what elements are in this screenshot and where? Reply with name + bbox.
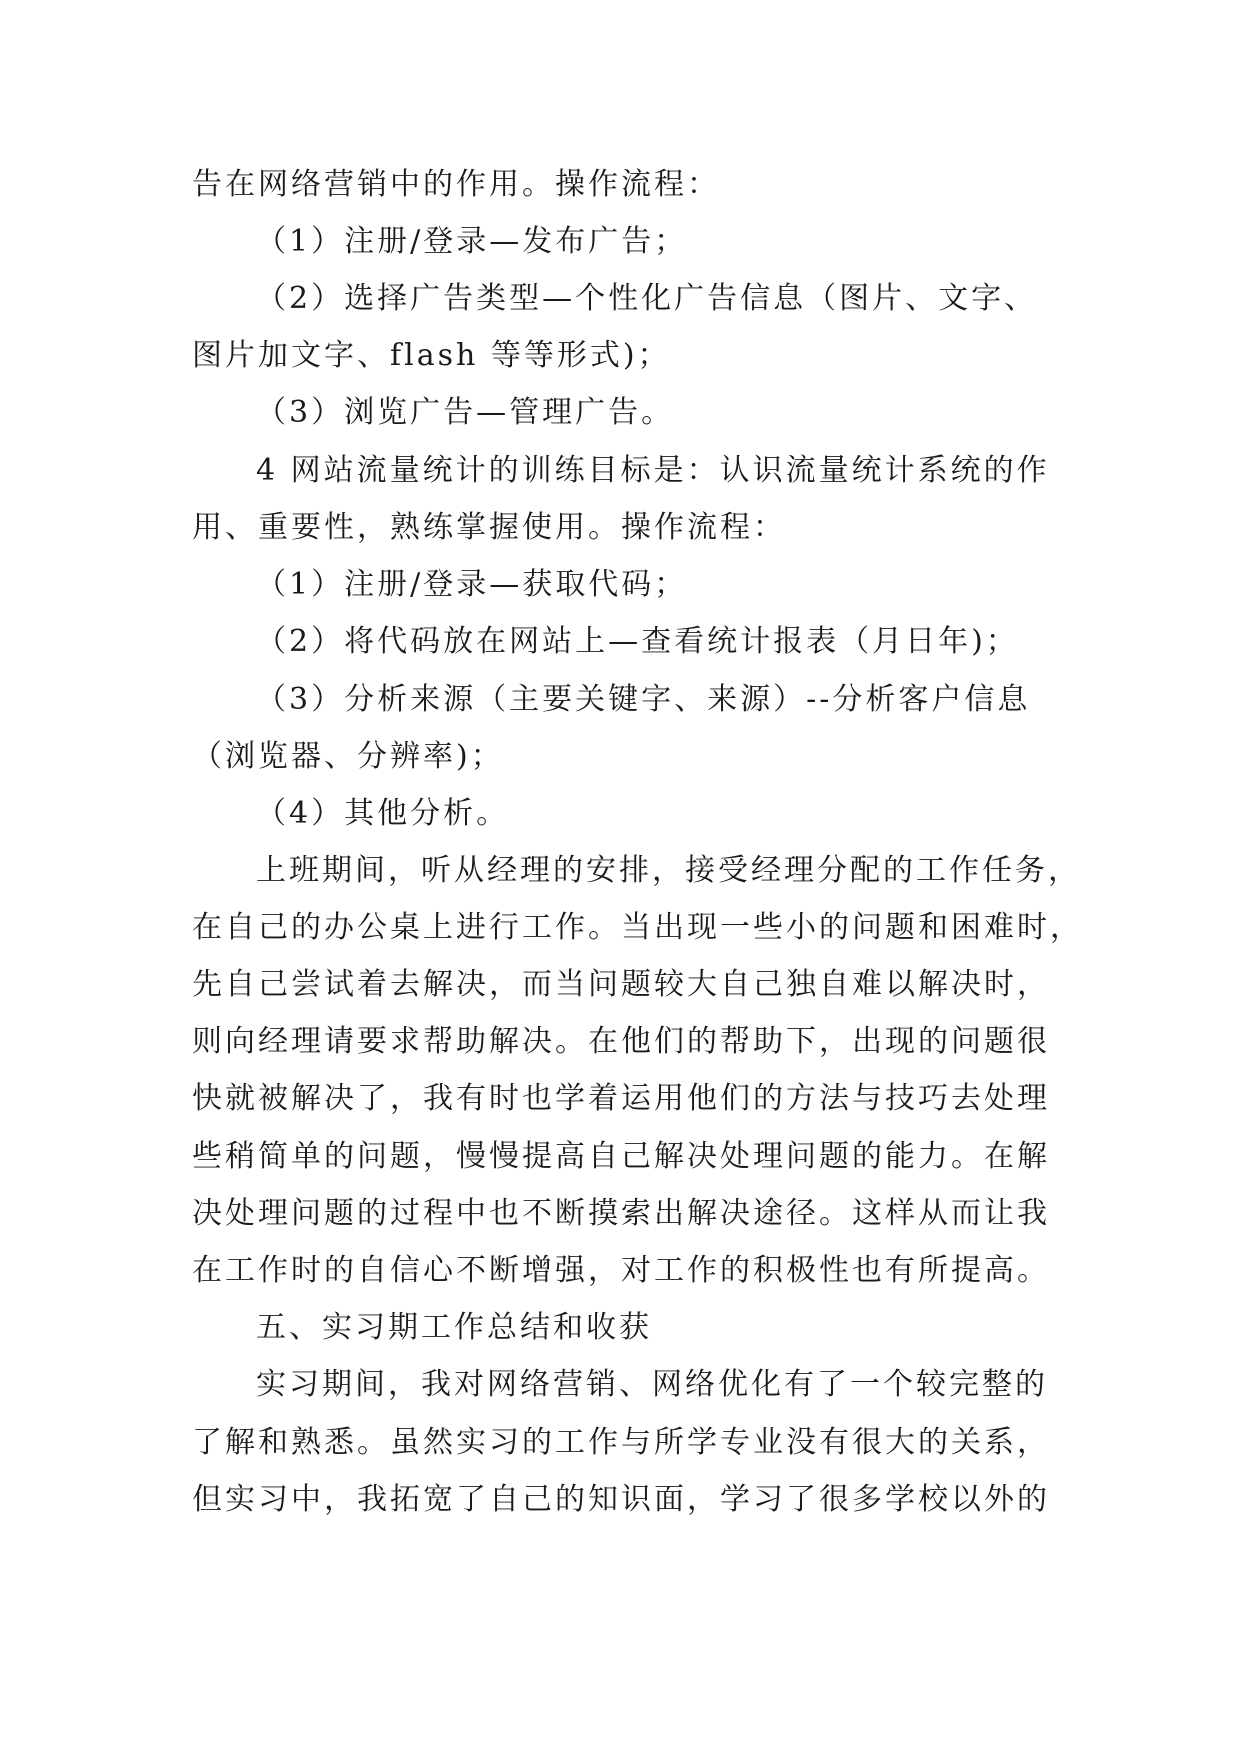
text-line: （1）注册/登录—获取代码； xyxy=(256,567,688,602)
text-line: （2）选择广告类型—个性化广告信息（图片、文字、 xyxy=(256,281,1038,316)
text-line: 用、重要性，熟练掌握使用。操作流程： xyxy=(192,510,786,545)
text-line: 决处理问题的过程中也不断摸索出解决途径。这样从而让我 xyxy=(192,1196,1050,1231)
text-line: 图片加文字、flash 等等形式)； xyxy=(192,338,671,373)
text-line: 上班期间，听从经理的安排，接受经理分配的工作任务， xyxy=(256,853,1081,888)
text-line: 快就被解决了，我有时也学着运用他们的方法与技巧去处理 xyxy=(192,1081,1050,1116)
text-line: 4 网站流量统计的训练目标是：认识流量统计系统的作 xyxy=(256,453,1050,488)
text-line: 在工作时的自信心不断增强，对工作的积极性也有所提高。 xyxy=(192,1253,1050,1288)
text-line: 实习期间，我对网络营销、网络优化有了一个较完整的 xyxy=(256,1367,1048,1402)
text-line: （1）注册/登录—发布广告； xyxy=(256,224,688,259)
text-line: 在自己的办公桌上进行工作。当出现一些小的问题和困难时， xyxy=(192,910,1083,945)
text-line: （2）将代码放在网站上—查看统计报表（月日年)； xyxy=(256,624,1019,659)
section-heading: 五、实习期工作总结和收获 xyxy=(256,1310,652,1345)
text-line: 些稍简单的问题，慢慢提高自己解决处理问题的能力。在解 xyxy=(192,1139,1050,1174)
text-line: 则向经理请要求帮助解决。在他们的帮助下，出现的问题很 xyxy=(192,1024,1050,1059)
text-line: 但实习中，我拓宽了自己的知识面，学习了很多学校以外的 xyxy=(192,1482,1050,1517)
text-line: 了解和熟悉。虽然实习的工作与所学专业没有很大的关系， xyxy=(192,1425,1050,1460)
text-line: （4）其他分析。 xyxy=(256,796,510,831)
text-line: （浏览器、分辨率)； xyxy=(192,739,504,774)
text-line: 先自己尝试着去解决，而当问题较大自己独自难以解决时， xyxy=(192,967,1050,1002)
text-line: （3）浏览广告—管理广告。 xyxy=(256,395,675,430)
text-line: 告在网络营销中的作用。操作流程： xyxy=(192,167,720,202)
text-line: （3）分析来源（主要关键字、来源）--分析客户信息 xyxy=(256,682,1031,717)
